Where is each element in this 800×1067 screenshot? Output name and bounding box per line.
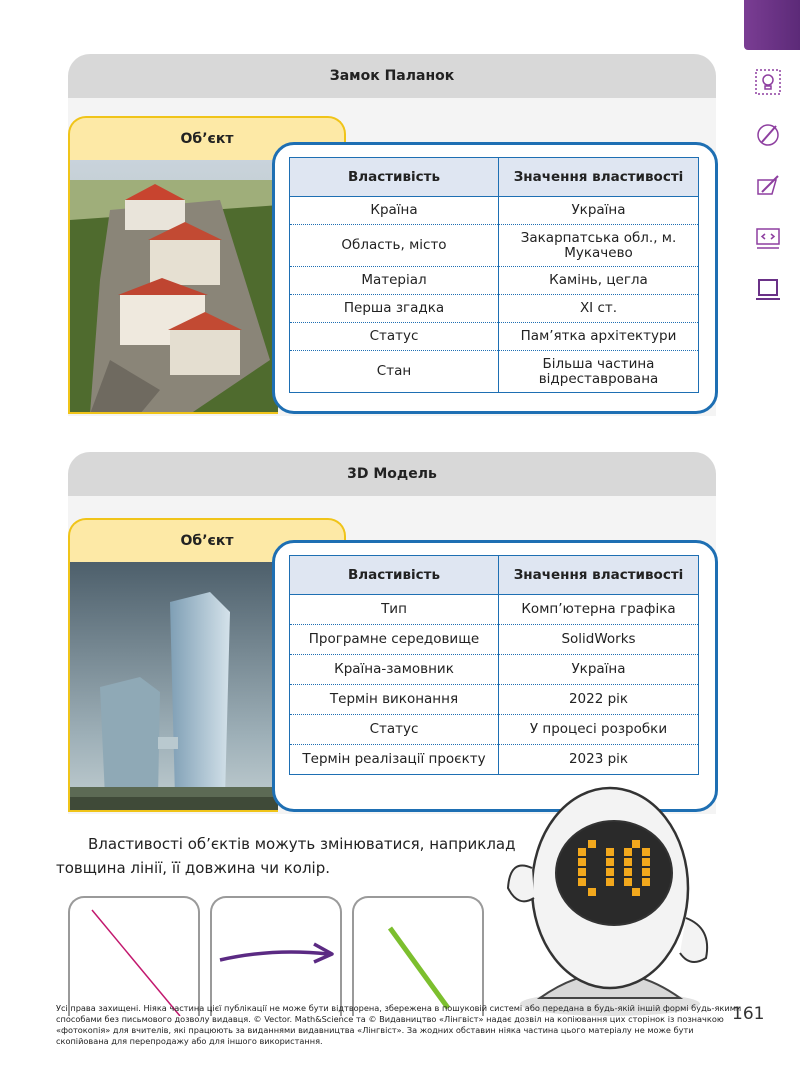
lightbulb-icon xyxy=(752,66,784,98)
table-cell: 2023 рік xyxy=(499,745,699,775)
castle-card-body xyxy=(68,98,716,416)
pencil-check-icon xyxy=(752,170,784,202)
table-cell: Тип xyxy=(290,595,499,625)
model-card-title: 3D Модель xyxy=(68,452,716,496)
table-cell: Термін реалізації проєкту xyxy=(290,745,499,775)
table-cell: Країна-замовник xyxy=(290,655,499,685)
side-icon-bar xyxy=(752,66,786,326)
table-cell: Перша згадка xyxy=(290,295,499,323)
caption-paragraph xyxy=(56,832,526,880)
table-cell: Більша частина відреставрована xyxy=(499,351,699,393)
header-value: Значення властивості xyxy=(499,556,699,595)
table-cell: Україна xyxy=(499,655,699,685)
thick-line-sample xyxy=(352,896,484,1016)
thin-line-sample xyxy=(68,896,200,1016)
model-card-body xyxy=(68,496,716,814)
castle-card xyxy=(68,54,716,387)
object-tab: Об’єкт xyxy=(68,518,346,562)
arrow-line-sample xyxy=(210,896,342,1016)
caption-line-1: Властивості об’єктів можуть змінюватися, наприклад xyxy=(88,835,516,853)
page-number: 161 xyxy=(732,1004,765,1024)
table-cell: Термін виконання xyxy=(290,685,499,715)
table-cell: Україна xyxy=(499,197,699,225)
table-cell: Камінь, цегла xyxy=(499,267,699,295)
table-cell: Закарпатська обл., м. Мукачево xyxy=(499,225,699,267)
table-cell: SolidWorks xyxy=(499,625,699,655)
header-value: Значення властивості xyxy=(499,158,699,197)
chapter-tab xyxy=(744,0,800,50)
castle-photo xyxy=(68,160,278,414)
header-property: Властивість xyxy=(290,556,499,595)
model-properties-table xyxy=(289,555,699,775)
table-cell: У процесі розробки xyxy=(499,715,699,745)
skyscraper-render xyxy=(68,562,278,812)
table-cell: ХІ ст. xyxy=(499,295,699,323)
table-cell: Країна xyxy=(290,197,499,225)
table-cell: Стан xyxy=(290,351,499,393)
table-cell: Область, місто xyxy=(290,225,499,267)
castle-properties-table xyxy=(289,157,699,393)
pencil-circle-icon xyxy=(752,118,784,150)
table-cell: Програмне середовище xyxy=(290,625,499,655)
table-cell: Комп’ютерна графіка xyxy=(499,595,699,625)
table-cell: Статус xyxy=(290,323,499,351)
object-tab: Об’єкт xyxy=(68,116,346,160)
castle-properties-frame xyxy=(272,142,718,414)
model-card xyxy=(68,452,716,767)
code-icon xyxy=(752,222,784,254)
copyright-notice: Усі права захищені. Ніяка частина цієї публікації не може бути відтворена, збережена в пошуковій системі або передана в будь-якій іншій формі будь-якими способами без письмового дозволу видавця. © Vector. Math&Science та © Видавництво «Лінгвіст» надає дозвіл на копіювання цих сторінок із позначкою «фотокопія» для вчителів, які працюють за виданнями видавництва «Лінгвіст». За жодних обставин ніяка частина цього матеріалу не може бути скопійована для перепродажу або для іншого використання. xyxy=(56,1003,742,1046)
header-property: Властивість xyxy=(290,158,499,197)
model-properties-frame xyxy=(272,540,718,812)
table-cell: Матеріал xyxy=(290,267,499,295)
table-cell: Статус xyxy=(290,715,499,745)
laptop-icon xyxy=(752,274,784,306)
caption-line-2: товщина лінії, її довжина чи колір. xyxy=(56,859,331,877)
robot-mascot xyxy=(500,778,732,1018)
castle-card-title: Замок Паланок xyxy=(68,54,716,98)
table-cell: 2022 рік xyxy=(499,685,699,715)
table-cell: Пам’ятка архітектури xyxy=(499,323,699,351)
